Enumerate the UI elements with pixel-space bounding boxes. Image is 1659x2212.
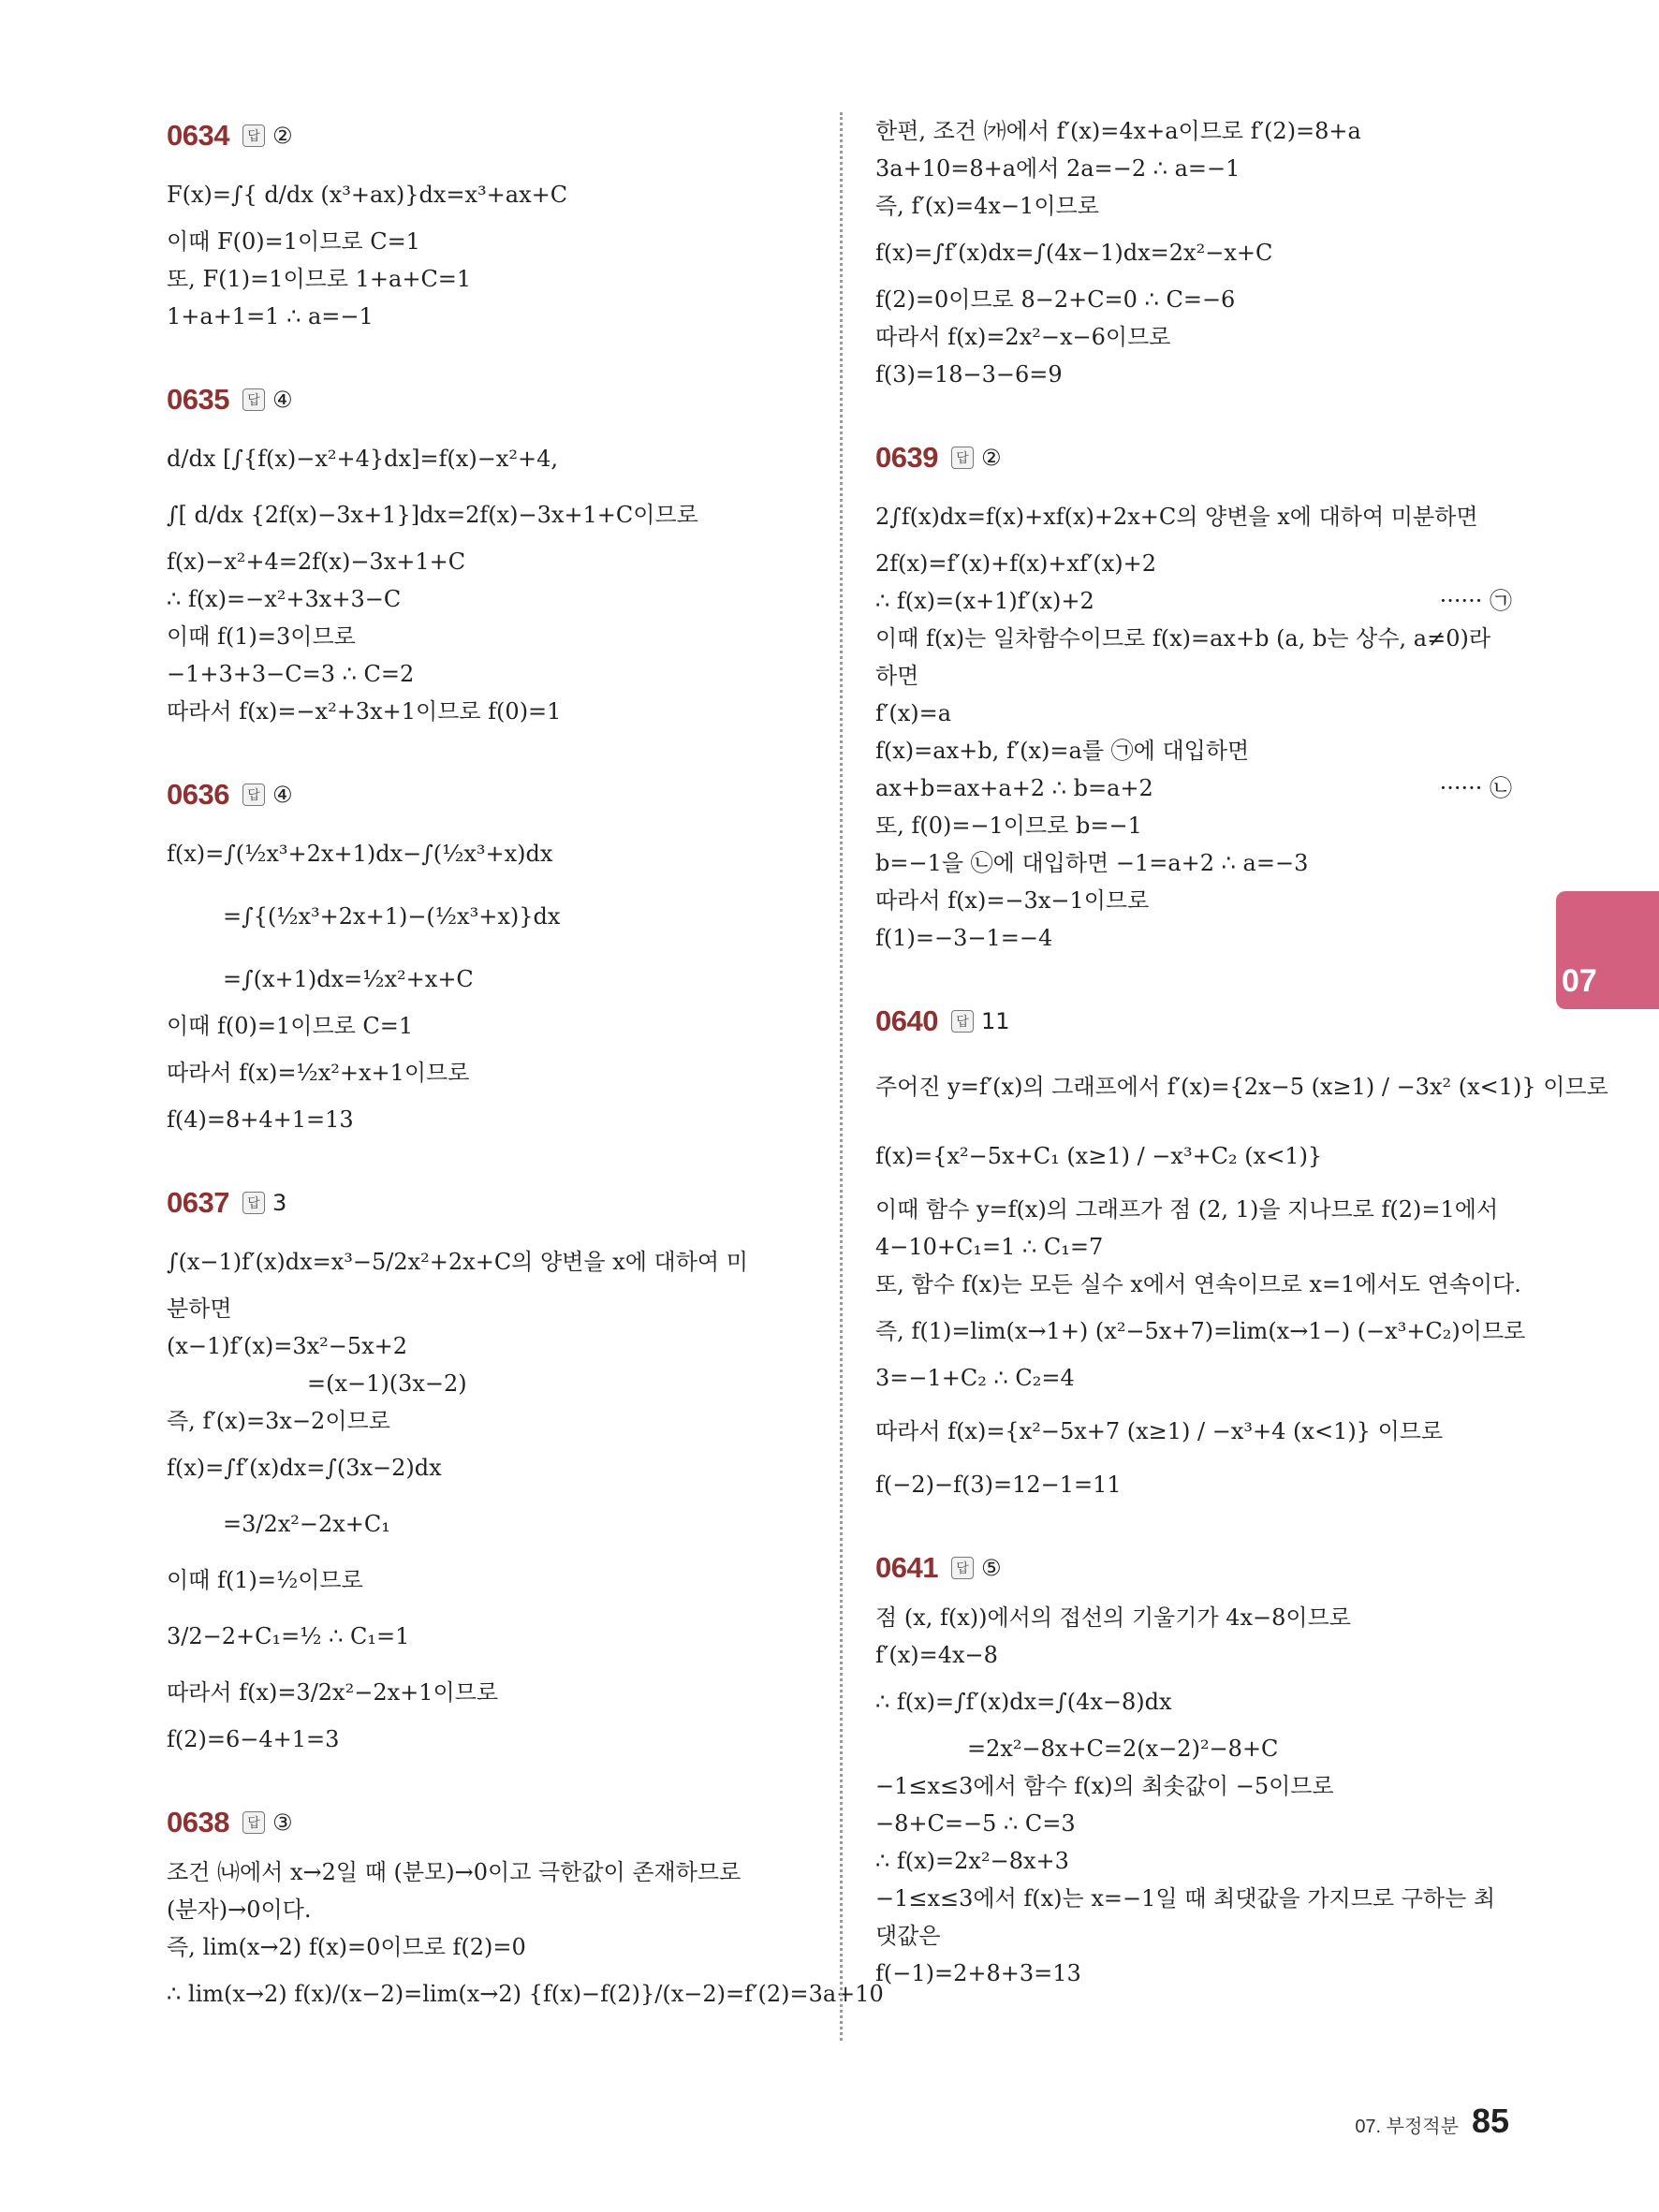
solution-line (875, 281, 1512, 318)
solution-line (875, 882, 1512, 919)
solution-line-text: −8+C=−5 ∴ C=3 (875, 1810, 1076, 1837)
solution-line (167, 882, 796, 951)
solution-line (875, 150, 1512, 187)
solution-line-text: f(x)=∫(½x³+2x+1)dx−∫(½x³+x)dx (167, 841, 553, 867)
problem-number: 0640 (875, 1004, 938, 1037)
answer-icon: 답 (242, 125, 265, 147)
solution-line (875, 657, 1512, 695)
solution-line-text: 이때 F(0)=1이므로 C=1 (167, 228, 420, 255)
equation-tag: ······ ㉠ (1439, 588, 1512, 614)
solution-line (167, 951, 796, 1007)
solution-line (875, 1917, 1512, 1955)
solution-line (875, 844, 1512, 882)
solution-line-text: F(x)=∫{ d/dx (x³+ax)}dx=x³+ax+C (167, 182, 568, 208)
solution-line-text: 2∫f(x)dx=f(x)+xf(x)+2x+C의 양변을 x에 대하여 미분하면 (875, 504, 1478, 530)
solution-line-text: 즉, lim(x→2) f(x)=0이므로 f(2)=0 (167, 1934, 526, 1960)
solution-line-text: ∫(x−1)f′(x)dx=x³−5/2x²+2x+C의 양변을 x에 대하여 미 (167, 1249, 748, 1275)
solution-line-text: 이때 f(1)=3이므로 (167, 623, 356, 650)
solution-line (875, 187, 1512, 225)
solution-line-text: 하면 (875, 663, 919, 689)
solution-line-text: −1+3+3−C=3 ∴ C=2 (167, 661, 415, 687)
solution-line-text: f(x)=ax+b, f′(x)=a를 ㉠에 대입하면 (875, 738, 1250, 764)
solution-line-text: (x−1)f′(x)=3x²−5x+2 (167, 1333, 408, 1359)
solution-line (875, 225, 1512, 281)
solution-line-text: 따라서 f(x)=½x²+x+1이므로 (167, 1060, 470, 1086)
solution-line-text: 따라서 f(x)={x²−5x+7 (x≥1) / −x³+4 (x<1)} 이므로 (875, 1418, 1444, 1444)
solution-header (875, 434, 1512, 481)
problem-number: 0639 (875, 441, 938, 474)
solution-line-text: 점 (x, f(x))에서의 접선의 기울기가 4x−8이므로 (875, 1604, 1351, 1631)
solution-line-text: −1≤x≤3에서 함수 f(x)의 최솟값이 −5이므로 (875, 1773, 1334, 1799)
solution-line-text: d/dx [∫{f(x)−x²+4}dx]=f(x)−x²+4, (167, 446, 558, 472)
solution-line-text: 따라서 f(x)=−x²+3x+1이므로 f(0)=1 (167, 698, 562, 725)
solution-line (167, 1552, 796, 1608)
solution-line-text: ∴ f(x)=∫f′(x)dx=∫(4x−8)dx (875, 1689, 1172, 1715)
solution-block (875, 998, 1608, 1503)
solution-line (167, 1966, 884, 2022)
solution-line (167, 1007, 796, 1045)
solution-line-text: f(2)=0이므로 8−2+C=0 ∴ C=−6 (875, 286, 1236, 313)
solution-line (875, 1052, 1608, 1121)
solution-line (167, 431, 796, 487)
solution-line-text: 즉, f′(x)=3x−2이므로 (167, 1408, 390, 1434)
solution-line-text: f(x)=∫f′(x)dx=∫(4x−1)dx=2x²−x+C (875, 240, 1273, 266)
solution-line (875, 769, 1512, 807)
solution-line-text: ∴ f(x)=−x²+3x+3−C (167, 586, 402, 612)
solution-line-text: ∫[ d/dx {2f(x)−3x+1}]dx=2f(x)−3x+1+C이므로 (167, 502, 698, 528)
solution-line (875, 1636, 1512, 1674)
solution-line (875, 919, 1512, 957)
solution-line (167, 298, 796, 335)
problem-number: 0637 (167, 1186, 229, 1219)
answer-icon: 답 (951, 1010, 974, 1033)
answer-value: ② (272, 123, 293, 149)
solution-block (167, 1179, 796, 1758)
solution-line-text: 주어진 y=f′(x)의 그래프에서 f′(x)={2x−5 (x≥1) / −3x² (x<1)} 이므로 (875, 1074, 1608, 1100)
equation-tag: ······ ㉡ (1439, 775, 1512, 801)
solution-line (875, 1805, 1512, 1842)
solution-line-text: f(−2)−f(3)=12−1=11 (875, 1472, 1122, 1498)
solution-line (167, 1045, 796, 1101)
solution-line-text: 3/2−2+C₁=½ ∴ C₁=1 (167, 1623, 410, 1649)
solution-line-text: f(x)−x²+4=2f(x)−3x+1+C (167, 549, 466, 575)
solution-block (167, 112, 796, 335)
solution-line (167, 826, 796, 882)
solution-line-text: 또, F(1)=1이므로 1+a+C=1 (167, 266, 472, 292)
solution-line (167, 167, 796, 223)
solution-line (875, 1121, 1512, 1191)
answer-value: ③ (272, 1809, 293, 1836)
solution-line-text: f(x)={x²−5x+C₁ (x≥1) / −x³+C₂ (x<1)} (875, 1143, 1323, 1169)
solution-line-text: =∫{(½x³+2x+1)−(½x³+x)}dx (223, 903, 561, 930)
solution-line (167, 1101, 796, 1138)
solution-line (875, 489, 1512, 545)
solution-line-text: 3a+10=8+a에서 2a=−2 ∴ a=−1 (875, 155, 1241, 182)
solution-line (875, 1842, 1512, 1880)
solution-line (167, 543, 796, 580)
answer-icon: 답 (242, 784, 265, 806)
solution-line-text: =2x²−8x+C=2(x−2)²−8+C (967, 1736, 1279, 1762)
solution-line (167, 260, 796, 298)
solution-line-text: ∴ lim(x→2) f(x)/(x−2)=lim(x→2) {f(x)−f(2)}/(x−2)=f′(2)=3a+10 (167, 1981, 884, 2007)
solution-line (875, 1191, 1512, 1228)
solution-block (875, 1545, 1512, 1992)
solution-line-text: f(−1)=2+8+3=13 (875, 1960, 1081, 1986)
answer-value: 11 (980, 1008, 1010, 1034)
solution-block (875, 434, 1512, 957)
solution-line (875, 1955, 1512, 1992)
solution-header (167, 771, 796, 818)
solution-header (167, 1799, 796, 1846)
solution-line-text: 댓값은 (875, 1923, 941, 1949)
solution-line-text: 이때 함수 y=f(x)의 그래프가 점 (2, 1)을 지나므로 f(2)=1에서 (875, 1196, 1499, 1223)
solution-line-text: =(x−1)(3x−2) (307, 1370, 467, 1397)
solution-line-text: 이때 f(0)=1이므로 C=1 (167, 1013, 414, 1039)
solution-line-text: f(x)=∫f′(x)dx=∫(3x−2)dx (167, 1455, 442, 1481)
solution-line-text: f(2)=6−4+1=3 (167, 1726, 340, 1752)
solution-line (167, 1928, 796, 1966)
solution-header (167, 112, 796, 159)
solution-line (167, 1290, 796, 1327)
solution-header (167, 1179, 796, 1226)
solution-line-text: 이때 f(x)는 일차함수이므로 f(x)=ax+b (a, b는 상수, a≠0)라 (875, 625, 1491, 652)
answer-icon: 답 (951, 447, 974, 469)
solution-line-text: 따라서 f(x)=3/2x²−2x+1이므로 (167, 1679, 499, 1706)
solution-line (167, 1327, 796, 1365)
solution-line (875, 582, 1512, 620)
solution-line (875, 1359, 1512, 1397)
solution-line-text: 3=−1+C₂ ∴ C₂=4 (875, 1365, 1075, 1391)
answer-value: 3 (272, 1190, 287, 1216)
solution-line (167, 618, 796, 655)
chapter-side-tab (1556, 891, 1659, 1009)
solution-line (875, 318, 1512, 356)
solution-line-text: 따라서 f(x)=2x²−x−6이므로 (875, 324, 1171, 350)
page-number: 85 (1471, 2102, 1509, 2140)
page-footer (1355, 2102, 1509, 2141)
solution-line (875, 1730, 1512, 1767)
solution-line-text: 분하면 (167, 1296, 232, 1322)
solution-line-text: f(1)=−3−1=−4 (875, 925, 1053, 951)
solution-line-text: f(4)=8+4+1=13 (167, 1106, 354, 1133)
solution-header (167, 376, 796, 423)
solution-line (167, 693, 796, 730)
solution-line (875, 1880, 1512, 1917)
solution-line (875, 356, 1512, 393)
solution-line (167, 1664, 796, 1721)
solution-line-text: ax+b=ax+a+2 ∴ b=a+2 (875, 775, 1153, 801)
solution-line (167, 1496, 796, 1552)
solution-line (875, 807, 1512, 844)
solution-line (875, 1397, 1512, 1466)
solution-line-text: =3/2x²−2x+C₁ (223, 1511, 390, 1537)
solution-line (167, 1608, 796, 1664)
left-column (167, 112, 884, 2063)
solution-line-text: ∴ f(x)=2x²−8x+3 (875, 1848, 1069, 1874)
chapter-tab-label: 07 (1562, 963, 1597, 999)
answer-icon: 답 (242, 1192, 265, 1214)
solution-line (875, 1599, 1512, 1636)
solution-line-text: 1+a+1=1 ∴ a=−1 (167, 303, 374, 330)
solution-line-text: =∫(x+1)dx=½x²+x+C (223, 966, 474, 992)
solution-line-text: 이때 f(1)=½이므로 (167, 1567, 363, 1593)
solution-line (167, 487, 796, 543)
solution-header (875, 998, 1512, 1045)
solution-line-text: 즉, f(1)=lim(x→1+) (x²−5x+7)=lim(x→1−) (−x³+C₂)이므로 (875, 1318, 1526, 1344)
solution-line-text: 즉, f′(x)=4x−1이므로 (875, 193, 1099, 219)
solution-line (167, 1721, 796, 1758)
solution-header (875, 1545, 1512, 1591)
answer-value: ④ (272, 782, 293, 808)
solution-line (167, 1365, 796, 1402)
solution-line (167, 655, 796, 693)
answer-icon: 답 (951, 1557, 974, 1579)
solution-line (875, 620, 1512, 657)
column-divider (840, 112, 843, 2041)
solution-line-text: 또, 함수 f(x)는 모든 실수 x에서 연속이므로 x=1에서도 연속이다. (875, 1271, 1521, 1297)
problem-number: 0635 (167, 383, 229, 416)
footer-chapter-title: 07. 부정적분 (1355, 2117, 1459, 2137)
solution-line (875, 1266, 1521, 1303)
solution-block (167, 771, 796, 1138)
problem-number: 0641 (875, 1551, 938, 1584)
solution-line (875, 1767, 1512, 1805)
solution-line-text: 2f(x)=f′(x)+f(x)+xf′(x)+2 (875, 550, 1156, 577)
solution-block (875, 112, 1512, 393)
answer-icon: 답 (242, 388, 265, 411)
solution-line-text: 또, f(0)=−1이므로 b=−1 (875, 813, 1142, 839)
solution-line-text: b=−1을 ㉡에 대입하면 −1=a+2 ∴ a=−3 (875, 850, 1309, 876)
solution-line (875, 1466, 1512, 1503)
solution-line-text: (분자)→0이다. (167, 1897, 312, 1923)
solution-line-text: f′(x)=a (875, 700, 952, 726)
solution-line (875, 112, 1512, 150)
problem-number: 0634 (167, 119, 229, 152)
solution-line-text: ∴ f(x)=(x+1)f′(x)+2 (875, 588, 1094, 614)
solution-line-text: f′(x)=4x−8 (875, 1642, 998, 1668)
solution-line (875, 695, 1512, 732)
solution-line-text: −1≤x≤3에서 f(x)는 x=−1일 때 최댓값을 가지므로 구하는 최 (875, 1885, 1496, 1912)
answer-value: ④ (272, 387, 293, 413)
solution-line (875, 1674, 1512, 1730)
solution-block (167, 376, 796, 730)
problem-number: 0638 (167, 1806, 229, 1838)
answer-icon: 답 (242, 1811, 265, 1834)
solution-line (167, 1402, 796, 1440)
solution-line (167, 223, 796, 260)
problem-number: 0636 (167, 778, 229, 811)
solution-line (167, 1891, 796, 1928)
solution-line (875, 1228, 1512, 1266)
solution-line (167, 1234, 796, 1290)
solution-line (875, 1303, 1526, 1359)
solution-line-text: 한편, 조건 ㈎에서 f′(x)=4x+a이므로 f′(2)=8+a (875, 118, 1361, 144)
answer-value: ② (980, 445, 1002, 471)
solution-line (167, 1853, 796, 1891)
solution-line (167, 1440, 796, 1496)
solution-block (167, 1799, 884, 2022)
solution-line-text: 4−10+C₁=1 ∴ C₁=7 (875, 1234, 1104, 1260)
solution-line (167, 580, 796, 618)
solution-line-text: f(3)=18−3−6=9 (875, 361, 1063, 388)
solution-line (875, 732, 1512, 769)
solution-line (875, 545, 1512, 582)
solution-line-text: 조건 ㈏에서 x→2일 때 (분모)→0이고 극한값이 존재하므로 (167, 1859, 741, 1885)
answer-value: ⑤ (980, 1555, 1002, 1581)
solution-line-text: 따라서 f(x)=−3x−1이므로 (875, 887, 1150, 914)
